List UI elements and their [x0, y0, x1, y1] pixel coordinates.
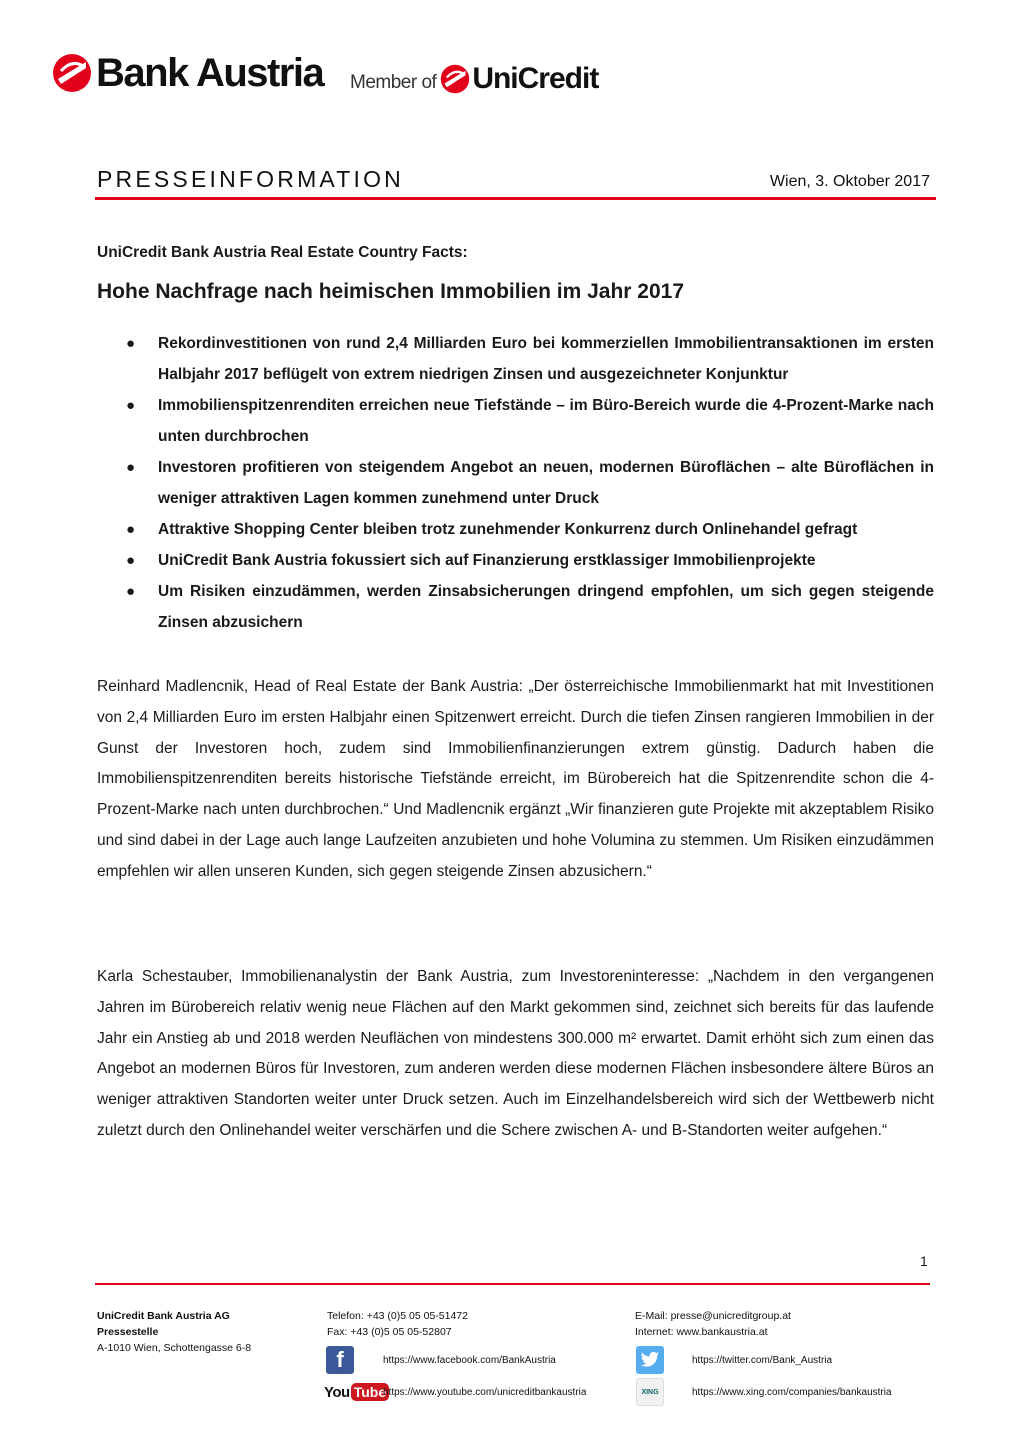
bullet-icon: ● — [126, 459, 136, 476]
unicredit-mark-icon — [440, 64, 470, 94]
footer-company-block — [97, 1308, 251, 1356]
bullet-icon: ● — [126, 397, 136, 414]
youtube-link[interactable]: https://www.youtube.com/unicreditbankaustria — [383, 1387, 587, 1398]
company-address: A-1010 Wien, Schottengasse 6-8 — [97, 1342, 252, 1354]
youtube-icon[interactable] — [324, 1383, 389, 1401]
key-point: ● Immobilienspitzenrenditen erreichen neue Tiefstände – im Büro-Bereich wurde die 4-Prozent-Marke nach unten durchbrochen — [97, 390, 934, 452]
group-brand-name: UniCredit — [472, 62, 599, 95]
unicredit-mark-icon — [52, 53, 92, 93]
article-headline: Hohe Nachfrage nach heimischen Immobilien im Jahr 2017 — [97, 280, 685, 303]
footer-contact-block — [635, 1308, 791, 1340]
body-paragraph-1: Reinhard Madlencnik, Head of Real Estate der Bank Austria: „Der österreichische Immobilienmarkt hat mit Investitionen von 2,4 Milliarden Euro im ersten Halbjahr einen Spitzenwert erreicht. Durch die tiefen Zinsen rangieren Immobilien in der Gunst der Investoren hoch, zudem sind Immobilienfinanzierungen extrem günstig. Dadurch haben die Immobilienspitzenrenditen bereits historische Tiefstände erreicht, im Bürobereich hat die Spitzenrendite schon die 4-Prozent-Marke nach unten durchbrochen.“ Und Madlencnik ergänzt „Wir finanzieren gute Projekte mit akzeptablem Risiko und sind dabei in der Lage auch lange Laufzeiten anzubieten und hohe Volumina zu stemmen. Um Risiken einzudämmen empfehlen wir allen unseren Kunden, sich gegen steigende Zinsen abzusichern.“ — [97, 678, 934, 880]
article-subtitle: UniCredit Bank Austria Real Estate Country Facts: — [97, 244, 468, 261]
xing-link[interactable]: https://www.xing.com/companies/bankaustria — [692, 1387, 892, 1398]
facebook-link[interactable]: https://www.facebook.com/BankAustria — [383, 1355, 556, 1366]
key-point: ● Um Risiken einzudämmen, werden Zinsabsicherungen dringend empfohlen, um sich gegen steigende Zinsen abzusichern — [97, 576, 934, 638]
unicredit-group-logo — [350, 58, 598, 94]
facebook-icon[interactable]: f — [326, 1346, 354, 1374]
key-point: ● Attraktive Shopping Center bleiben trotz zunehmender Konkurrenz durch Onlinehandel gefragt — [97, 514, 934, 545]
twitter-icon[interactable] — [636, 1346, 664, 1374]
bullet-icon: ● — [126, 552, 136, 569]
brand-name: Bank Austria — [96, 51, 324, 95]
footer-divider — [95, 1283, 930, 1285]
bullet-icon: ● — [126, 521, 136, 538]
member-of-label: Member of — [350, 72, 437, 93]
key-point: ● UniCredit Bank Austria fokussiert sich auf Finanzierung erstklassiger Immobilienprojekte — [97, 545, 934, 576]
fax-number: Fax: +43 (0)5 05 05-52807 — [327, 1326, 452, 1338]
header-divider — [95, 197, 936, 200]
department-name: Pressestelle — [97, 1326, 159, 1338]
xing-label: XING — [641, 1388, 659, 1396]
twitter-bird-icon — [640, 1351, 660, 1369]
key-point: ● Rekordinvestitionen von rund 2,4 Milliarden Euro bei kommerziellen Immobilientransaktionen im ersten Halbjahr 2017 beflügelt von extrem niedrigen Zinsen und ausgezeichneter Konjunktur — [97, 328, 934, 390]
press-label: PRESSEINFORMATION — [97, 166, 404, 192]
bullet-icon: ● — [126, 583, 136, 600]
body-paragraph-2: Karla Schestauber, Immobilienanalystin der Bank Austria, zum Investoreninteresse: „Nachdem in den vergangenen Jahren im Bürobereich relativ wenig neue Flächen auf den Markt gekommen sind, zeichnet sich bereits für das laufende Jahr ein Anstieg ab und 2018 werden Neuflächen von mindestens 300.000 m² erwartet. Damit erhöht sich zum einen das Angebot an modernen Büros für Investoren, zum anderen werden diese modernen Flächen insbesondere ältere Büros an weniger attraktiven Standorten weiter unter Druck setzen. Auch im Einzelhandelsbereich wird sich der Wettbewerb nicht zuletzt durch den Onlinehandel weiter verschärfen und die Schere zwischen A- und B-Standorten weiter aufgehen.“ — [97, 968, 934, 1139]
page-number: 1 — [920, 1253, 928, 1269]
email-link[interactable]: E-Mail: presse@unicreditgroup.at — [635, 1310, 791, 1322]
key-point: ● Investoren profitieren von steigendem Angebot an neuen, modernen Büroflächen – alte Büroflächen in weniger attraktiven Lagen kommen zunehmend unter Druck — [97, 452, 934, 514]
press-date: Wien, 3. Oktober 2017 — [769, 173, 930, 190]
phone-number: Telefon: +43 (0)5 05 05-51472 — [327, 1310, 468, 1322]
website-link[interactable]: Internet: www.bankaustria.at — [635, 1326, 768, 1338]
xing-icon[interactable] — [636, 1378, 664, 1406]
footer-phone-block — [327, 1308, 468, 1340]
bank-austria-logo — [52, 50, 323, 96]
twitter-link[interactable]: https://twitter.com/Bank_Austria — [692, 1355, 833, 1366]
key-points-list — [97, 328, 934, 638]
company-name: UniCredit Bank Austria AG — [97, 1310, 230, 1322]
youtube-you-label: You — [324, 1383, 350, 1401]
bullet-icon: ● — [126, 335, 136, 352]
youtube-tube-label: Tube — [351, 1383, 389, 1401]
